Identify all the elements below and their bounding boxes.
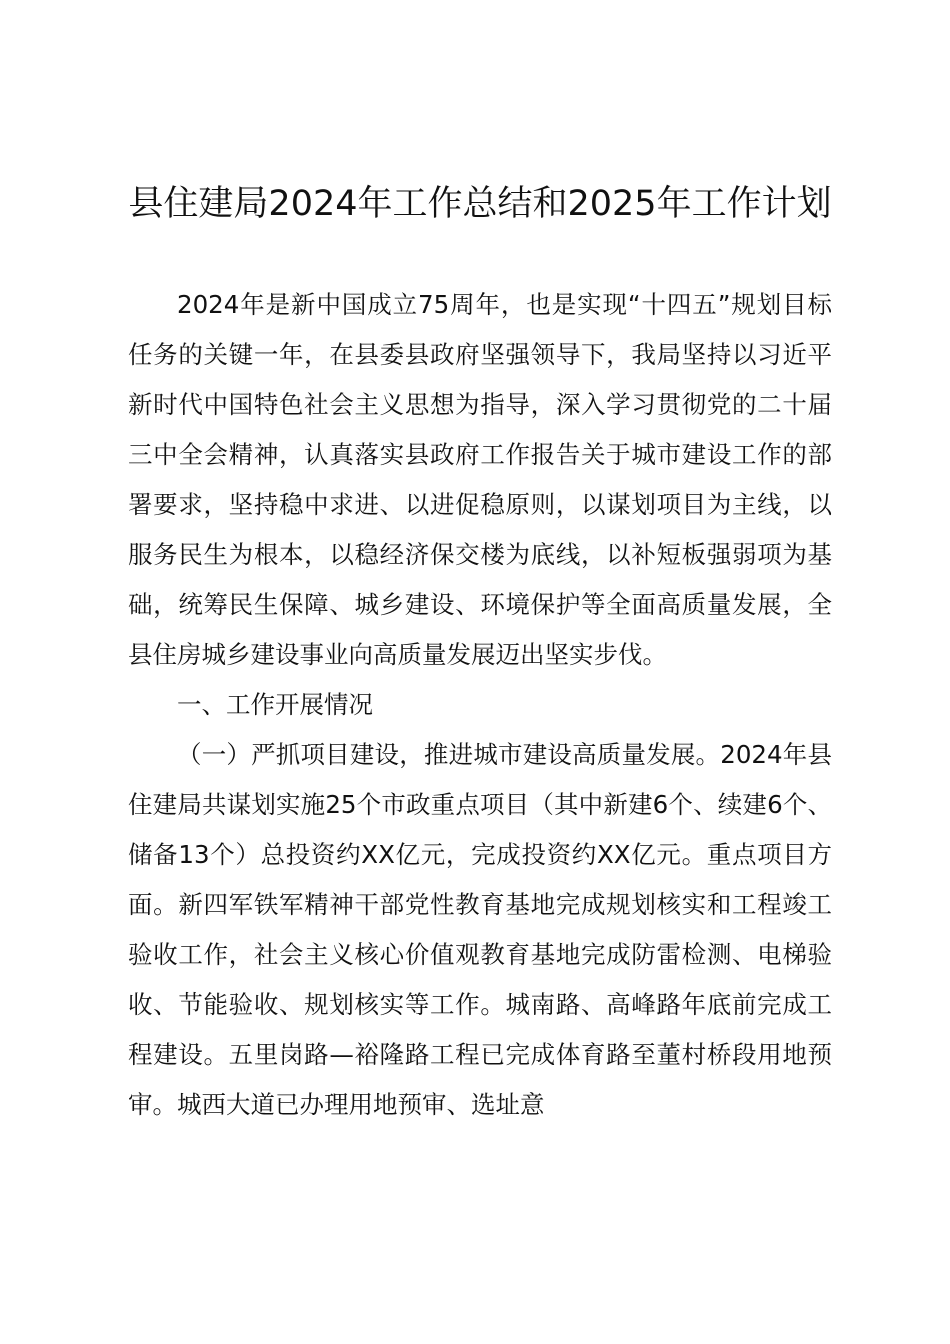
document-body (128, 280, 832, 1130)
subsection-paragraph: （一）严抓项目建设，推进城市建设高质量发展。2024年县住建局共谋划实施25个市政重点项目（其中新建6个、续建6个、储备13个）总投资约XX亿元，完成投资约XX亿元。重点项目方面。新四军铁军精神干部党性教育基地完成规划核实和工程竣工验收工作，社会主义核心价值观教育基地完成防雷检测、电梯验收、节能验收、规划核实等工作。城南路、高峰路年底前完成工程建设。五里岗路—裕隆路工程已完成体育路至董村桥段用地预审。城西大道已办理用地预审、选址意 (128, 740, 832, 1119)
intro-paragraph: 2024年是新中国成立75周年，也是实现“十四五”规划目标任务的关键一年，在县委县政府坚强领导下，我局坚持以习近平新时代中国特色社会主义思想为指导，深入学习贯彻党的二十届三中全会精神，认真落实县政府工作报告关于城市建设工作的部署要求，坚持稳中求进、以进促稳原则，以谋划项目为主线，以服务民生为根本，以稳经济保交楼为底线，以补短板强弱项为基础，统筹民生保障、城乡建设、环境保护等全面高质量发展，全县住房城乡建设事业向高质量发展迈出坚实步伐。 (128, 290, 832, 669)
section-heading: 一、工作开展情况 (177, 690, 373, 719)
document-title: 县住建局2024年工作总结和2025年工作计划 (128, 184, 832, 224)
